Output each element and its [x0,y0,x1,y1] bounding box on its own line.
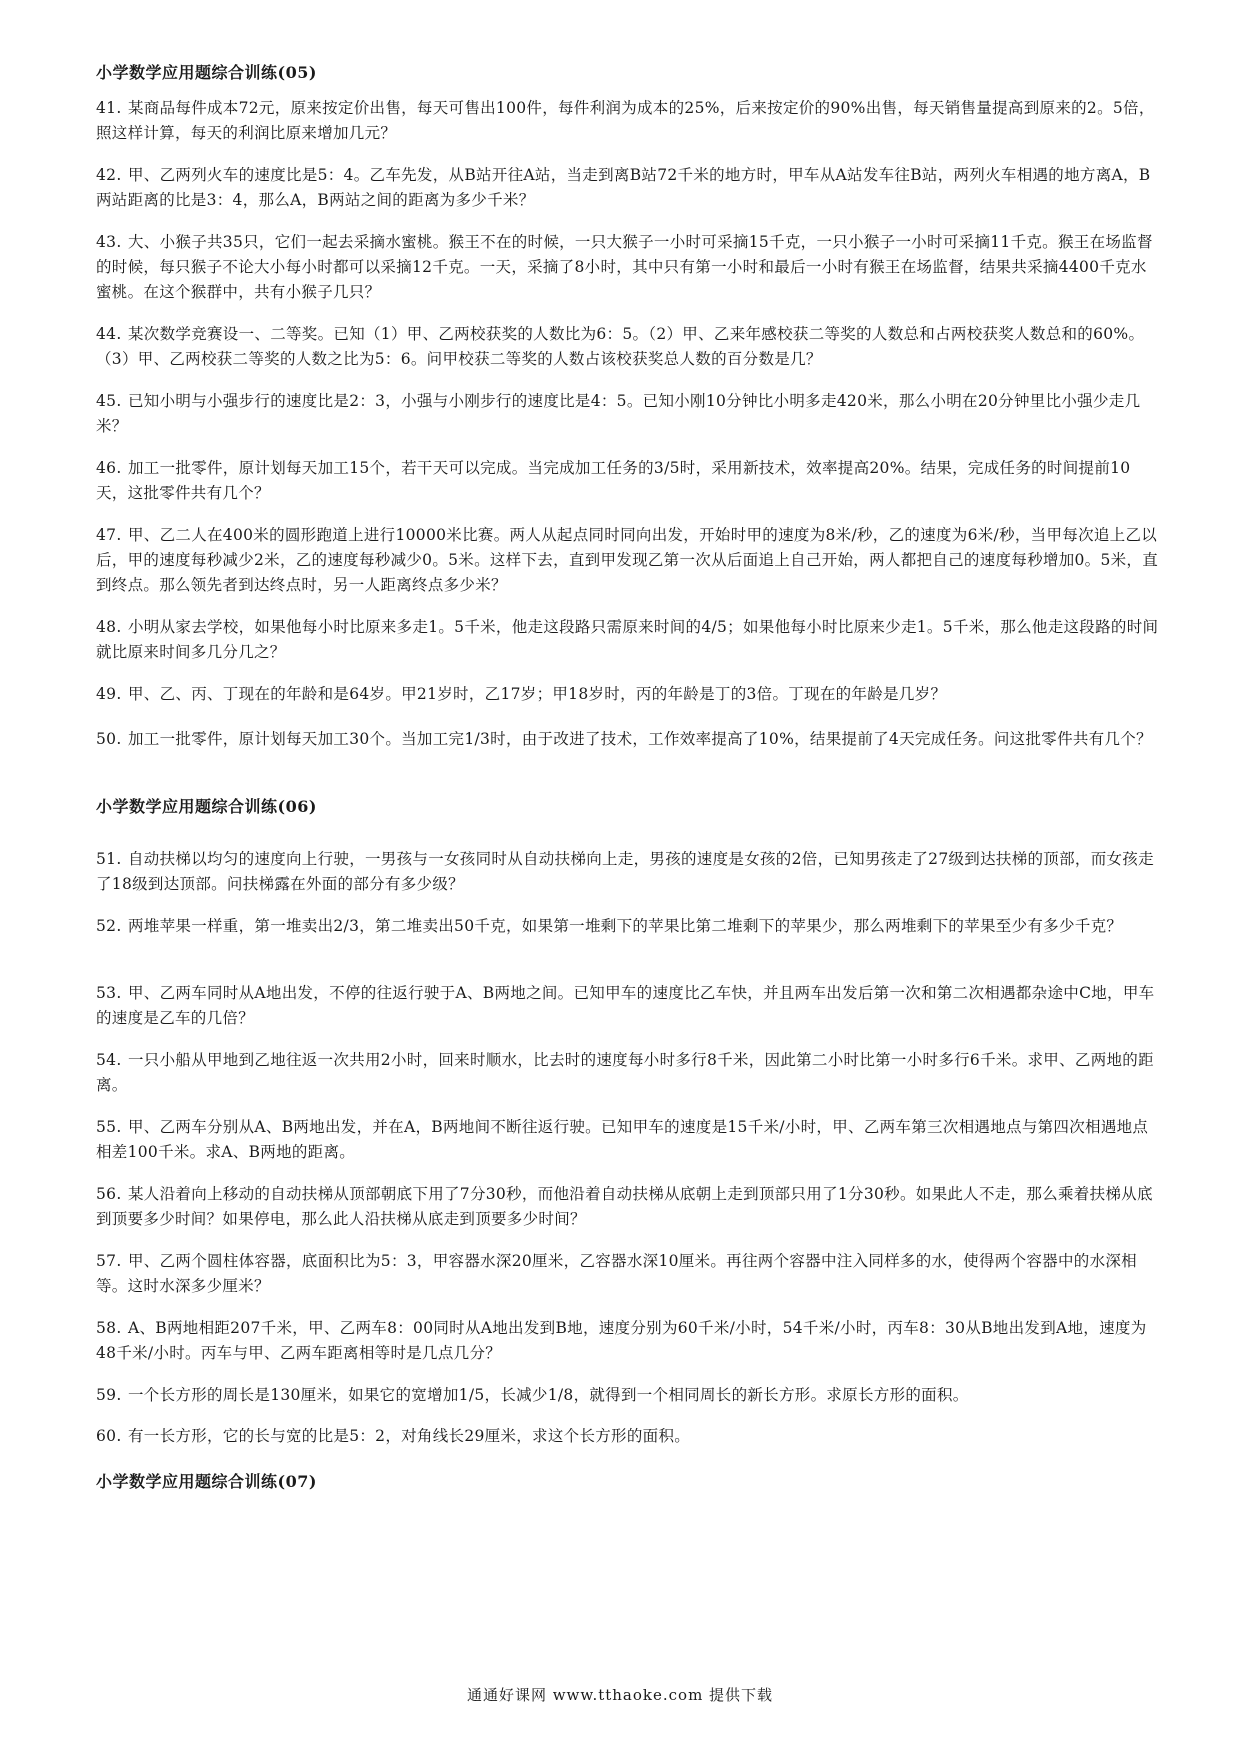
page-footer: 通通好课网 www.tthaoke.com 提供下载 [466,1686,774,1704]
problem-59 [96,1383,1160,1408]
problem-53 [96,981,1160,1031]
problem-number: 49. [96,685,122,703]
problem-number: 57. [96,1252,122,1270]
problem-text: 甲、乙两车同时从A地出发，不停的往返行驶于A、B两地之间。已知甲车的速度比乙车快，并且两车出发后第一次和第二次相遇都杂途中C地，甲车的速度是乙车的几倍？ [96,984,1155,1027]
problem-number: 52. [96,917,122,935]
problem-text: 加工一批零件，原计划每天加工15个，若干天可以完成。当完成加工任务的3/5时，采用新技术，效率提高20%。结果，完成任务的时间提前10天，这批零件共有几个？ [96,459,1131,502]
problem-number: 54. [96,1051,122,1069]
section-title-05: 小学数学应用题综合训练(05) [96,63,317,82]
problem-57 [96,1249,1160,1299]
problem-47 [96,523,1160,598]
problem-52 [96,914,1160,939]
problem-60 [96,1424,1160,1449]
problem-48 [96,615,1160,665]
section-title-06: 小学数学应用题综合训练(06) [96,797,317,816]
problem-text: 甲、乙两车分别从A、B两地出发，并在A，B两地间不断往返行驶。已知甲车的速度是15千米/小时，甲、乙两车第三次相遇地点与第四次相遇地点相差100千米。求A、B两地的距离。 [96,1118,1149,1161]
section-title-07: 小学数学应用题综合训练(07) [96,1472,317,1491]
problem-number: 60. [96,1427,122,1445]
problem-number: 44. [96,325,122,343]
problem-43 [96,230,1160,305]
problem-text: 甲、乙两列火车的速度比是5：4。乙车先发，从B站开往A站，当走到离B站72千米的地方时，甲车从A站发车往B站，两列火车相遇的地方离A，B两站距离的比是3：4，那么A，B两站之间的距离为多少千米？ [96,166,1151,209]
problem-44 [96,322,1160,372]
problem-text: A、B两地相距207千米，甲、乙两车8：00同时从A地出发到B地，速度分别为60千米/小时，54千米/小时，丙车8：30从B地出发到A地，速度为48千米/小时。丙车与甲、乙两车距离相等时是几点几分？ [96,1319,1147,1362]
problem-number: 45. [96,392,122,410]
problem-text: 已知小明与小强步行的速度比是2：3，小强与小刚步行的速度比是4：5。已知小刚10分钟比小明多走420米，那么小明在20分钟里比小强少走几米？ [96,392,1141,435]
problem-text: 甲、乙两个圆柱体容器，底面积比为5：3，甲容器水深20厘米，乙容器水深10厘米。再往两个容器中注入同样多的水，使得两个容器中的水深相等。这时水深多少厘米？ [96,1252,1137,1295]
problem-45 [96,389,1160,439]
problem-text: 一个长方形的周长是130厘米，如果它的宽增加1/5，长减少1/8，就得到一个相同周长的新长方形。求原长方形的面积。 [128,1386,969,1404]
problem-42 [96,163,1160,213]
problem-50 [96,727,1160,752]
problem-number: 43. [96,233,122,251]
problem-number: 41. [96,99,122,117]
problem-56 [96,1182,1160,1232]
problem-text: 某商品每件成本72元，原来按定价出售，每天可售出100件，每件利润为成本的25%，后来按定价的90%出售，每天销售量提高到原来的2。5倍，照这样计算，每天的利润比原来增加几元？ [96,99,1155,142]
problem-number: 48. [96,618,122,636]
problem-46 [96,456,1160,506]
problem-55 [96,1115,1160,1165]
problem-number: 47. [96,526,122,544]
problem-text: 加工一批零件，原计划每天加工30个。当加工完1/3时，由于改进了技术，工作效率提高了10%，结果提前了4天完成任务。问这批零件共有几个？ [128,730,1152,748]
problem-text: 大、小猴子共35只，它们一起去采摘水蜜桃。猴王不在的时候，一只大猴子一小时可采摘15千克，一只小猴子一小时可采摘11千克。猴王在场监督的时候，每只猴子不论大小每小时都可以采摘12千克。一天，采摘了8小时，其中只有第一小时和最后一小时有猴王在场监督，结果共采摘4400千克水蜜桃。在这个猴群中，共有小猴子几只？ [96,233,1153,301]
problem-text: 一只小船从甲地到乙地往返一次共用2小时，回来时顺水，比去时的速度每小时多行8千米，因此第二小时比第一小时多行6千米。求甲、乙两地的距离。 [96,1051,1154,1094]
problem-number: 46. [96,459,122,477]
problem-number: 58. [96,1319,122,1337]
problem-text: 某人沿着向上移动的自动扶梯从顶部朝底下用了7分30秒，而他沿着自动扶梯从底朝上走到顶部只用了1分30秒。如果此人不走，那么乘着扶梯从底到顶要多少时间？如果停电，那么此人沿扶梯从底走到顶要多少时间？ [96,1185,1153,1228]
problem-text: 自动扶梯以均匀的速度向上行驶，一男孩与一女孩同时从自动扶梯向上走，男孩的速度是女孩的2倍，已知男孩走了27级到达扶梯的顶部，而女孩走了18级到达顶部。问扶梯露在外面的部分有多少级？ [96,850,1154,893]
problem-number: 50. [96,730,122,748]
problem-text: 某次数学竞赛设一、二等奖。已知（1）甲、乙两校获奖的人数比为6：5。（2）甲、乙来年感校获二等奖的人数总和占两校获奖人数总和的60%。（3）甲、乙两校获二等奖的人数之比为5：6。问甲校获二等奖的人数占该校获奖总人数的百分数是几？ [96,325,1145,368]
problem-54 [96,1048,1160,1098]
problem-51 [96,847,1160,897]
problem-number: 56. [96,1185,122,1203]
problem-number: 51. [96,850,122,868]
problem-number: 42. [96,166,122,184]
problem-number: 53. [96,984,122,1002]
problem-number: 55. [96,1118,122,1136]
problem-text: 甲、乙二人在400米的圆形跑道上进行10000米比赛。两人从起点同时同向出发，开始时甲的速度为8米/秒，乙的速度为6米/秒，当甲每次追上乙以后，甲的速度每秒减少2米，乙的速度每秒减少0。5米。这样下去，直到甲发现乙第一次从后面追上自己开始，两人都把自己的速度每秒增加0。5米，直到终点。那么领先者到达终点时，另一人距离终点多少米？ [96,526,1159,594]
problem-text: 甲、乙、丙、丁现在的年龄和是64岁。甲21岁时，乙17岁；甲18岁时，丙的年龄是丁的3倍。丁现在的年龄是几岁？ [128,685,947,703]
problem-49 [96,682,1160,707]
problem-text: 两堆苹果一样重，第一堆卖出2/3，第二堆卖出50千克，如果第一堆剩下的苹果比第二堆剩下的苹果少，那么两堆剩下的苹果至少有多少千克？ [128,917,1123,935]
problem-58 [96,1316,1160,1366]
problem-number: 59. [96,1386,122,1404]
problem-41 [96,96,1160,146]
problem-text: 小明从家去学校，如果他每小时比原来多走1。5千米，他走这段路只需原来时间的4/5；如果他每小时比原来少走1。5千米，那么他走这段路的时间就比原来时间多几分几之？ [96,618,1159,661]
problem-text: 有一长方形，它的长与宽的比是5：2，对角线长29厘米，求这个长方形的面积。 [128,1427,691,1445]
